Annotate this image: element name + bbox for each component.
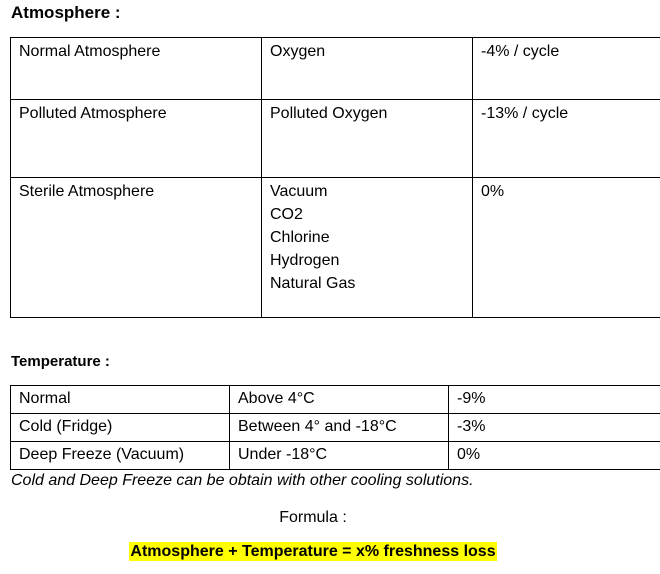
temperature-rate-cell: -9% bbox=[449, 386, 660, 414]
atmosphere-name-cell: Sterile Atmosphere bbox=[11, 178, 262, 318]
temperature-range-cell: Between 4° and -18°C bbox=[230, 414, 449, 442]
gas-item: Natural Gas bbox=[270, 275, 356, 292]
temperature-name-cell: Normal bbox=[11, 386, 230, 414]
temperature-name-cell: Deep Freeze (Vacuum) bbox=[11, 442, 230, 470]
table-row bbox=[11, 386, 660, 414]
temperature-range-cell: Under -18°C bbox=[230, 442, 449, 470]
footnote: Cold and Deep Freeze can be obtain with other cooling solutions. bbox=[11, 472, 474, 489]
table-row bbox=[11, 100, 660, 178]
formula-text: Atmosphere + Temperature = x% freshness loss bbox=[130, 543, 496, 560]
atmosphere-name-cell: Normal Atmosphere bbox=[11, 38, 262, 100]
atmosphere-table bbox=[10, 37, 660, 318]
gas-item: Hydrogen bbox=[270, 252, 340, 269]
atmosphere-name-cell: Polluted Atmosphere bbox=[11, 100, 262, 178]
atmosphere-heading: Atmosphere : bbox=[11, 3, 121, 22]
temperature-table bbox=[10, 385, 660, 470]
table-row bbox=[11, 442, 660, 470]
atmosphere-gases-cell bbox=[262, 100, 473, 178]
atmosphere-rate-cell: -13% / cycle bbox=[473, 100, 660, 178]
gas-item: Oxygen bbox=[270, 43, 326, 60]
table-row bbox=[11, 178, 660, 318]
table-row bbox=[11, 38, 660, 100]
temperature-rate-cell: 0% bbox=[449, 442, 660, 470]
gas-item: CO2 bbox=[270, 206, 303, 223]
atmosphere-rate-cell: 0% bbox=[473, 178, 660, 318]
table-row bbox=[11, 414, 660, 442]
gas-item: Chlorine bbox=[270, 229, 330, 246]
formula-line bbox=[0, 543, 626, 561]
atmosphere-gases-cell bbox=[262, 178, 473, 318]
atmosphere-rate-cell: -4% / cycle bbox=[473, 38, 660, 100]
temperature-rate-cell: -3% bbox=[449, 414, 660, 442]
gas-item: Polluted Oxygen bbox=[270, 105, 388, 122]
formula-label: Formula : bbox=[279, 509, 347, 526]
gas-item: Vacuum bbox=[270, 183, 328, 200]
temperature-name-cell: Cold (Fridge) bbox=[11, 414, 230, 442]
temperature-heading: Temperature : bbox=[11, 353, 110, 370]
temperature-range-cell: Above 4°C bbox=[230, 386, 449, 414]
atmosphere-gases-cell bbox=[262, 38, 473, 100]
